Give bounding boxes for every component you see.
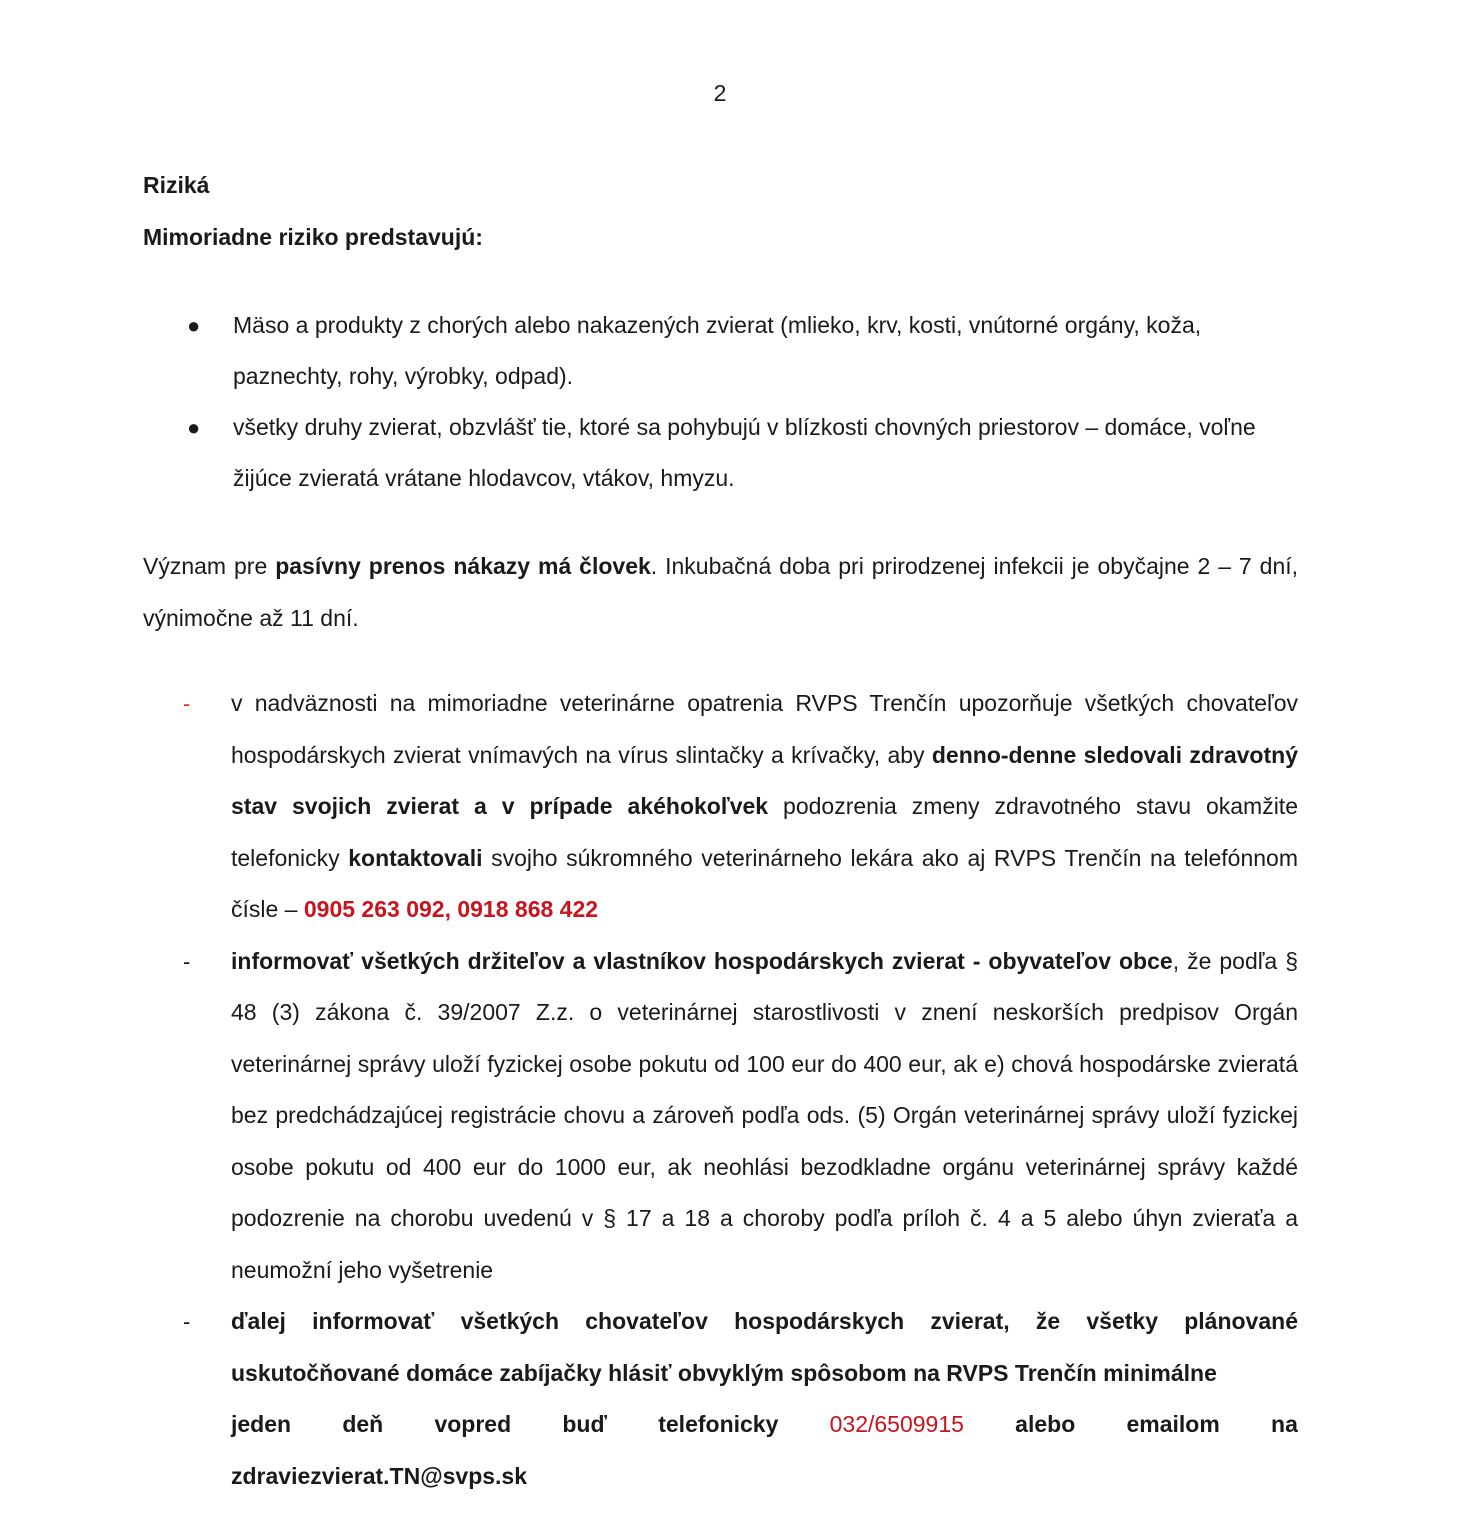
paragraph-text: . Inkubačná doba pri prirodzenej infekcii je obyčajne 2 – 7 dní, výnimočne až 11 dní. — [143, 553, 1299, 631]
justified-line — [231, 1399, 1298, 1451]
phone-numbers: 0905 263 092, 0918 868 422 — [303, 896, 599, 922]
dash-icon: - — [183, 948, 191, 974]
email-address: zdraviezvierat.TN@svps.sk — [231, 1462, 528, 1489]
phone-number: 032/6509915 — [829, 1411, 964, 1437]
dash-icon: - — [183, 1309, 191, 1334]
item-bold: alebo — [1015, 1411, 1076, 1437]
page-number: 2 — [713, 80, 727, 106]
bullet-text: všetky druhy zvierat, obzvlášť tie, ktoré sa pohybujú v blízkosti chovných priestorov – domáce, voľne žijúce zvieratá vrátane hlodavcov, vtákov, hmyzu. — [233, 414, 1256, 491]
item-bold: buď — [562, 1411, 607, 1437]
list-item — [143, 300, 1298, 402]
item-bold: ďalej informovať všetkých chovateľov hospodárskych zvierat, že všetky plánované uskutočňované domáce zabíjačky hlásiť obvyklým spôsobom na RVPS Trenčín minimálne — [231, 1308, 1298, 1386]
transmission-paragraph — [143, 540, 1298, 644]
measures-list — [143, 678, 1298, 1502]
list-item — [143, 1296, 1298, 1502]
item-bold: denno-denne sledovali zdravotný stav svojich zvierat a v prípade akéhokoľvek — [231, 741, 1298, 819]
bullet-text: Mäso a produkty z chorých alebo nakazených zvierat (mlieko, krv, kosti, vnútorné orgány, koža, paznechty, rohy, výrobky, odpad). — [233, 312, 1202, 389]
item-text: , že podľa § 48 (3) zákona č. 39/2007 Z.z. o veterinárnej starostlivosti v znení neskorších predpisov Orgán veterinárnej správy uloží fyzickej osobe pokutu od 100 eur do 400 eur, ak e) chová hospodárske zvieratá bez predchádzajúcej registrácie chovu a zároveň podľa ods. (5) Orgán veterinárnej správy uloží fyzickej osobe pokutu od 400 eur do 1000 eur, ak neohlási bezodkladne orgánu veterinárnej správy každé podozrenie na chorobu uvedenú v § 17 a 18 a choroby podľa príloh č. 4 a 5 alebo úhyn zvieraťa a neumožní jeho vyšetrenie — [231, 947, 1299, 1283]
item-bold: jeden — [231, 1411, 292, 1437]
item-bold: emailom — [1126, 1411, 1220, 1437]
item-bold: deň — [342, 1411, 384, 1437]
section-subtitle: Mimoriadne riziko predstavujú: — [143, 224, 483, 250]
paragraph-bold: pasívny prenos nákazy má človek — [275, 553, 651, 579]
item-text: v nadväznosti na mimoriadne veterinárne opatrenia RVPS Trenčín upozorňuje všetkých chovateľov hospodárskych zvierat vnímavých na vírus slintačky a krívačky, aby — [231, 690, 1298, 768]
list-item — [143, 678, 1298, 936]
section-title: Riziká — [143, 172, 210, 198]
item-bold: kontaktovali — [348, 844, 483, 871]
item-bold: vopred — [434, 1411, 512, 1437]
dash-icon: - — [183, 691, 191, 716]
item-bold: telefonicky — [658, 1411, 779, 1437]
bullet-icon: ● — [187, 415, 201, 440]
bullet-icon: ● — [187, 313, 201, 338]
list-item — [143, 936, 1298, 1297]
list-item — [143, 402, 1298, 504]
risk-bullet-list — [143, 300, 1298, 504]
item-text: svojho súkromného veterinárneho lekára ako aj RVPS Trenčín na telefónnom čísle – — [231, 844, 1298, 922]
item-bold: informovať všetkých držiteľov a vlastníkov hospodárskych zvierat - obyvateľov obce — [231, 947, 1173, 974]
item-text: podozrenia zmeny zdravotného stavu okamžite telefonicky — [231, 793, 1298, 871]
paragraph-text: Význam pre — [143, 553, 276, 579]
item-bold: na — [1271, 1411, 1298, 1437]
